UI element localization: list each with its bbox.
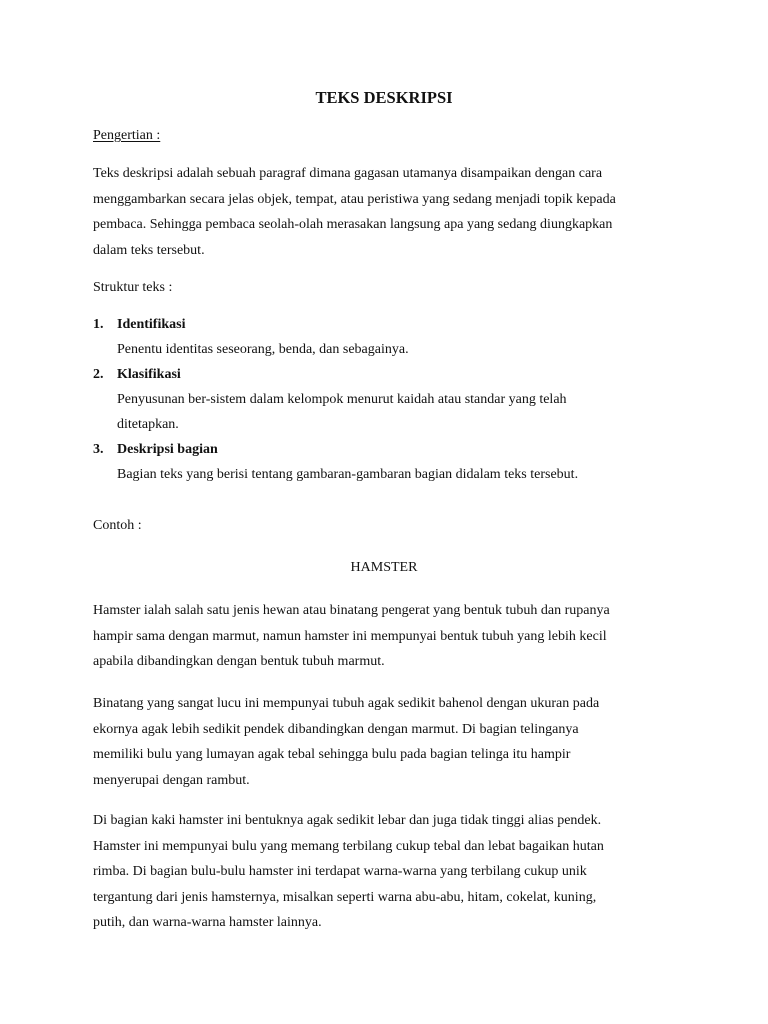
- document-title: TEKS DESKRIPSI: [315, 88, 453, 107]
- paragraph-line: apabila dibandingkan dengan bentuk tubuh marmut.: [93, 654, 385, 669]
- list-item-desc: Penentu identitas seseorang, benda, dan sebagainya.: [117, 342, 409, 357]
- example-title: HAMSTER: [350, 560, 418, 575]
- list-number: 3.: [93, 442, 104, 457]
- example-paragraph: [93, 695, 693, 797]
- list-item-desc: Bagian teks yang berisi tentang gambaran-gambaran bagian didalam teks tersebut.: [117, 467, 579, 482]
- paragraph-line: Hamster ialah salah satu jenis hewan atau binatang pengerat yang bentuk tubuh dan rupanya: [93, 603, 610, 618]
- list-item-desc: ditetapkan.: [117, 417, 179, 432]
- paragraph-line: putih, dan warna-warna hamster lainnya.: [93, 915, 322, 930]
- paragraph-line: memiliki bulu yang lumayan agak tebal sehingga bulu pada bagian telinga itu hampir: [93, 747, 571, 762]
- paragraph-line: Teks deskripsi adalah sebuah paragraf dimana gagasan utamanya disampaikan dengan cara: [93, 166, 603, 181]
- paragraph-line: Binatang yang sangat lucu ini mempunyai tubuh agak sedikit bahenol dengan ukuran pada: [93, 696, 600, 711]
- list-item-title: Deskripsi bagian: [117, 442, 218, 457]
- example-paragraph: [93, 812, 693, 940]
- list-item-title: Klasifikasi: [117, 367, 181, 382]
- contoh-heading: Contoh :: [93, 518, 142, 533]
- paragraph-line: Hamster ini mempunyai bulu yang memang terbilang cukup tebal dan lebat bagaikan hutan: [93, 838, 604, 854]
- pengertian-heading: Pengertian :: [93, 128, 161, 143]
- paragraph-line: tergantung dari jenis hamsternya, misalkan seperti warna abu-abu, hitam, cokelat, kuning,: [93, 889, 597, 905]
- paragraph-line: hampir sama dengan marmut, namun hamster ini mempunyai bentuk tubuh yang lebih kecil: [93, 628, 607, 644]
- paragraph-line: dalam teks tersebut.: [93, 242, 205, 258]
- struktur-heading: Struktur teks :: [93, 280, 173, 295]
- paragraph-line: pembaca. Sehingga pembaca seolah-olah merasakan langsung apa yang sedang diungkapkan: [93, 217, 613, 232]
- list-number: 1.: [93, 317, 104, 332]
- paragraph-line: menyerupai dengan rambut.: [93, 772, 250, 788]
- pengertian-paragraph: [93, 165, 693, 267]
- paragraph-line: rimba. Di bagian bulu-bulu hamster ini terdapat warna-warna yang terbilang cukup unik: [93, 864, 587, 879]
- list-number: 2.: [93, 367, 104, 382]
- paragraph-line: ekornya agak lebih sedikit pendek dibandingkan dengan marmut. Di bagian telinganya: [93, 721, 579, 737]
- paragraph-line: menggambarkan secara jelas objek, tempat, atau peristiwa yang sedang menjadi topik kepada: [93, 191, 616, 207]
- list-item-title: Identifikasi: [117, 317, 186, 332]
- list-item-desc: Penyusunan ber-sistem dalam kelompok menurut kaidah atau standar yang telah: [117, 392, 567, 407]
- paragraph-line: Di bagian kaki hamster ini bentuknya agak sedikit lebar dan juga tidak tinggi alias pendek.: [93, 813, 602, 828]
- example-paragraph: [93, 602, 693, 679]
